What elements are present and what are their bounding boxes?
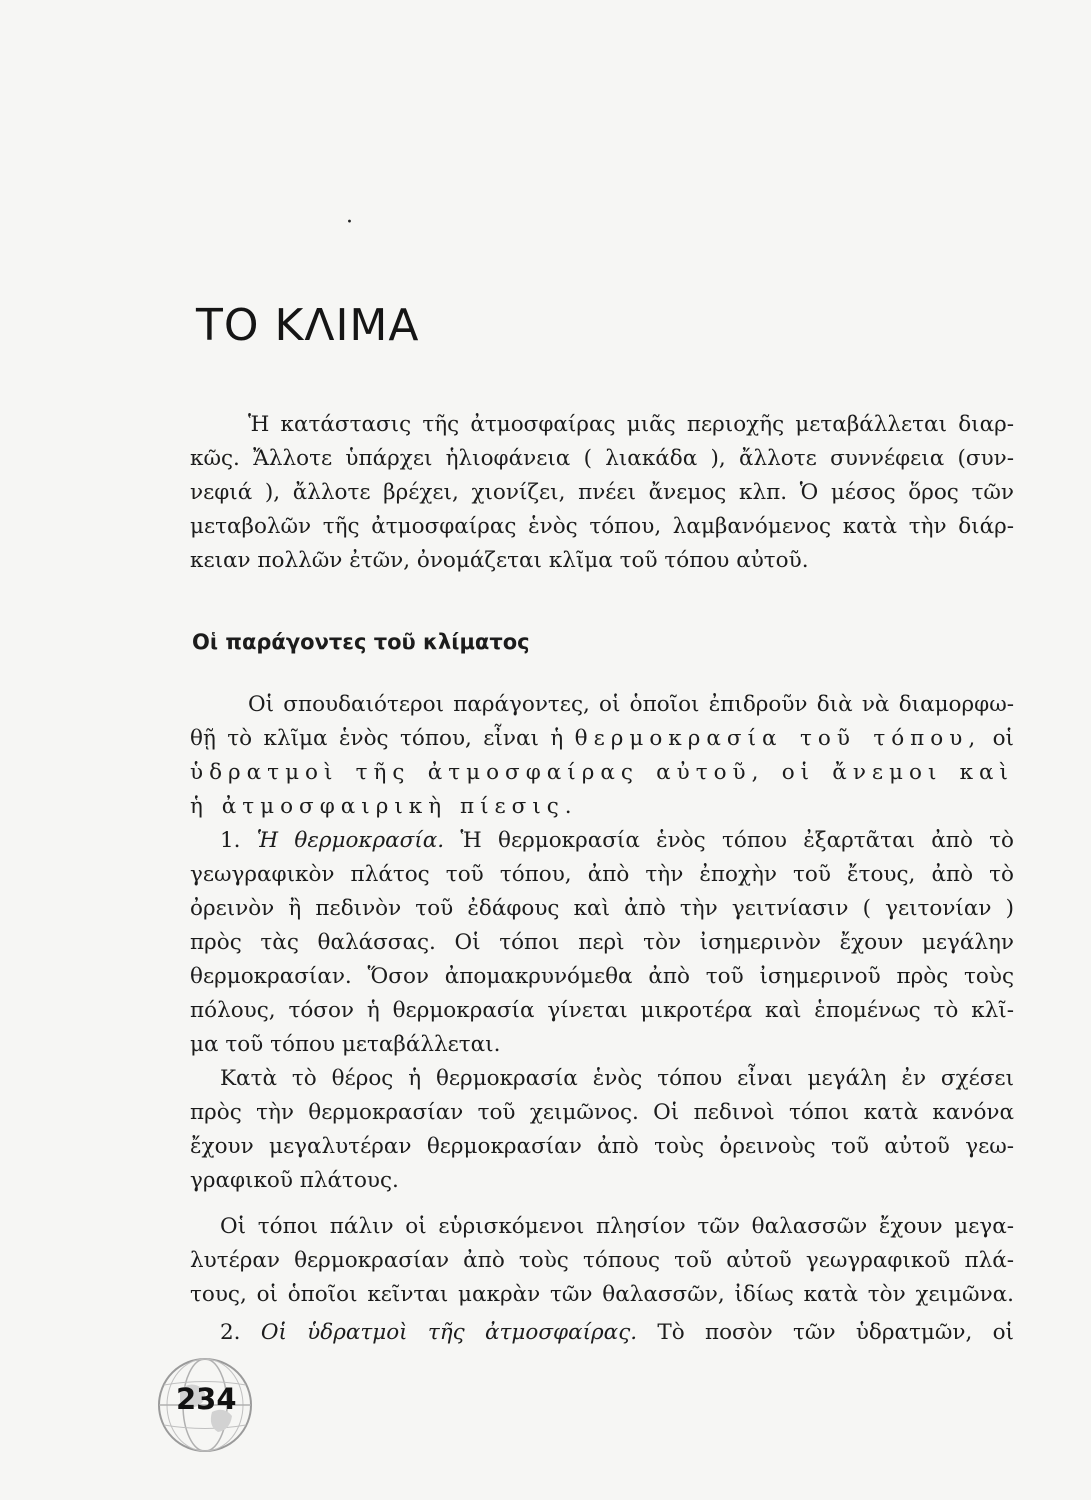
intro-line: Ἡ κατάστασις τῆς ἀτμοσφαίρας μιᾶς περιοχῆς μεταβάλλεται διαρ- — [248, 412, 1014, 437]
paragraph-summer — [190, 1062, 1014, 1198]
stray-mark: · — [346, 210, 353, 235]
factors-line: ὑδρατμοὶ τῆς ἀτμοσφαίρας αὐτοῦ, οἱ ἄνεμοι καὶ — [190, 760, 1014, 785]
para-line: λυτέραν θερμοκρασίαν ἀπὸ τοὺς τόπους τοῦ αὐτοῦ γεωγραφικοῦ πλά- — [190, 1248, 1014, 1273]
factors-line: ὀρεινὸν ἢ πεδινὸν τοῦ ἐδάφους καὶ ἀπὸ τὴν γειτνίασιν ( γειτονίαν ) — [190, 896, 1014, 921]
factors-line: θερμοκρασίαν. Ὅσον ἀπομακρυνόμεθα ἀπὸ τοῦ ἰσημερινοῦ πρὸς τοὺς — [190, 964, 1014, 989]
intro-line: νεφιά ), ἄλλοτε βρέχει, χιονίζει, πνέει ἄνεμος κλπ. Ὁ μέσος ὅρος τῶν — [190, 480, 1014, 505]
section-heading: Οἱ παράγοντες τοῦ κλίματος — [192, 630, 530, 654]
subheading-water-vapor: Οἱ ὑδρατμοὶ τῆς ἀτμοσφαίρας. — [260, 1320, 638, 1345]
intro-line: κῶς. Ἄλλοτε ὑπάρχει ἡλιοφάνεια ( λιακάδα ), ἄλλοτε συννέφεια (συν- — [190, 446, 1014, 471]
factors-line: μα τοῦ τόπου μεταβάλλεται. — [190, 1032, 501, 1057]
para-line: πρὸς τὴν θερμοκρασίαν τοῦ χειμῶνος. Οἱ πεδινοὶ τόποι κατὰ κανόνα — [190, 1100, 1014, 1125]
intro-line: μεταβολῶν τῆς ἀτμοσφαίρας ἑνὸς τόπου, λαμβανόμενος κατὰ τὴν διάρ- — [190, 514, 1014, 539]
para-line: ἔχουν μεγαλυτέραν θερμοκρασίαν ἀπὸ τοὺς ὀρεινοὺς τοῦ αὐτοῦ γεω- — [190, 1134, 1014, 1159]
factors-line: Οἱ σπουδαιότεροι παράγοντες, οἱ ὁποῖοι ἐπιδροῦν διὰ νὰ διαμορφω- — [248, 692, 1014, 717]
factors-line: πρὸς τὰς θαλάσσας. Οἱ τόποι περὶ τὸν ἰσημερινὸν ἔχουν μεγάλην — [190, 930, 1014, 955]
factors-line: ἡ ἀτμοσφαιρικὴ πίεσις. — [190, 794, 578, 819]
para-line: 2. Οἱ ὑδρατμοὶ τῆς ἀτμοσφαίρας. Τὸ ποσὸν τῶν ὑδρατμῶν, οἱ — [220, 1320, 1014, 1345]
factors-line: πόλους, τόσον ἡ θερμοκρασία γίνεται μικροτέρα καὶ ἑπομένως τὸ κλῖ- — [190, 998, 1014, 1023]
para-line: γραφικοῦ πλάτους. — [190, 1168, 399, 1193]
intro-line: κειαν πολλῶν ἐτῶν, ὀνομάζεται κλῖμα τοῦ τόπου αὐτοῦ. — [190, 548, 809, 573]
paragraph-water-vapor — [190, 1316, 1014, 1350]
factors-paragraph — [190, 688, 1014, 1062]
para-line: Κατὰ τὸ θέρος ἡ θερμοκρασία ἑνὸς τόπου εἶναι μεγάλη ἐν σχέσει — [220, 1066, 1014, 1091]
page-number: 234 — [176, 1382, 237, 1416]
factors-line: γεωγραφικὸν πλάτος τοῦ τόπου, ἀπὸ τὴν ἐποχὴν τοῦ ἔτους, ἀπὸ τὸ — [190, 862, 1014, 887]
subheading-temperature: Ἡ θερμοκρασία. — [256, 828, 445, 853]
chapter-title: ΤΟ ΚΛΙΜΑ — [196, 300, 420, 351]
factors-line: 1. Ἡ θερμοκρασία. Ἡ θερμοκρασία ἑνὸς τόπου ἐξαρτᾶται ἀπὸ τὸ — [220, 828, 1014, 853]
intro-paragraph — [190, 408, 1014, 578]
page-number-badge — [150, 1350, 260, 1460]
para-line: Οἱ τόποι πάλιν οἱ εὑρισκόμενοι πλησίον τῶν θαλασσῶν ἔχουν μεγα- — [220, 1214, 1014, 1239]
emphasis-spaced: θερμοκρασία τοῦ τόπου, — [574, 726, 982, 751]
factors-line: θῇ τὸ κλῖμα ἑνὸς τόπου, εἶναι ἡ θερμοκρασία τοῦ τόπου, οἱ — [190, 726, 1014, 751]
para-line: τους, οἱ ὁποῖοι κεῖνται μακρὰν τῶν θαλασσῶν, ἰδίως κατὰ τὸν χειμῶνα. — [190, 1282, 1014, 1307]
paragraph-seas — [190, 1210, 1014, 1312]
